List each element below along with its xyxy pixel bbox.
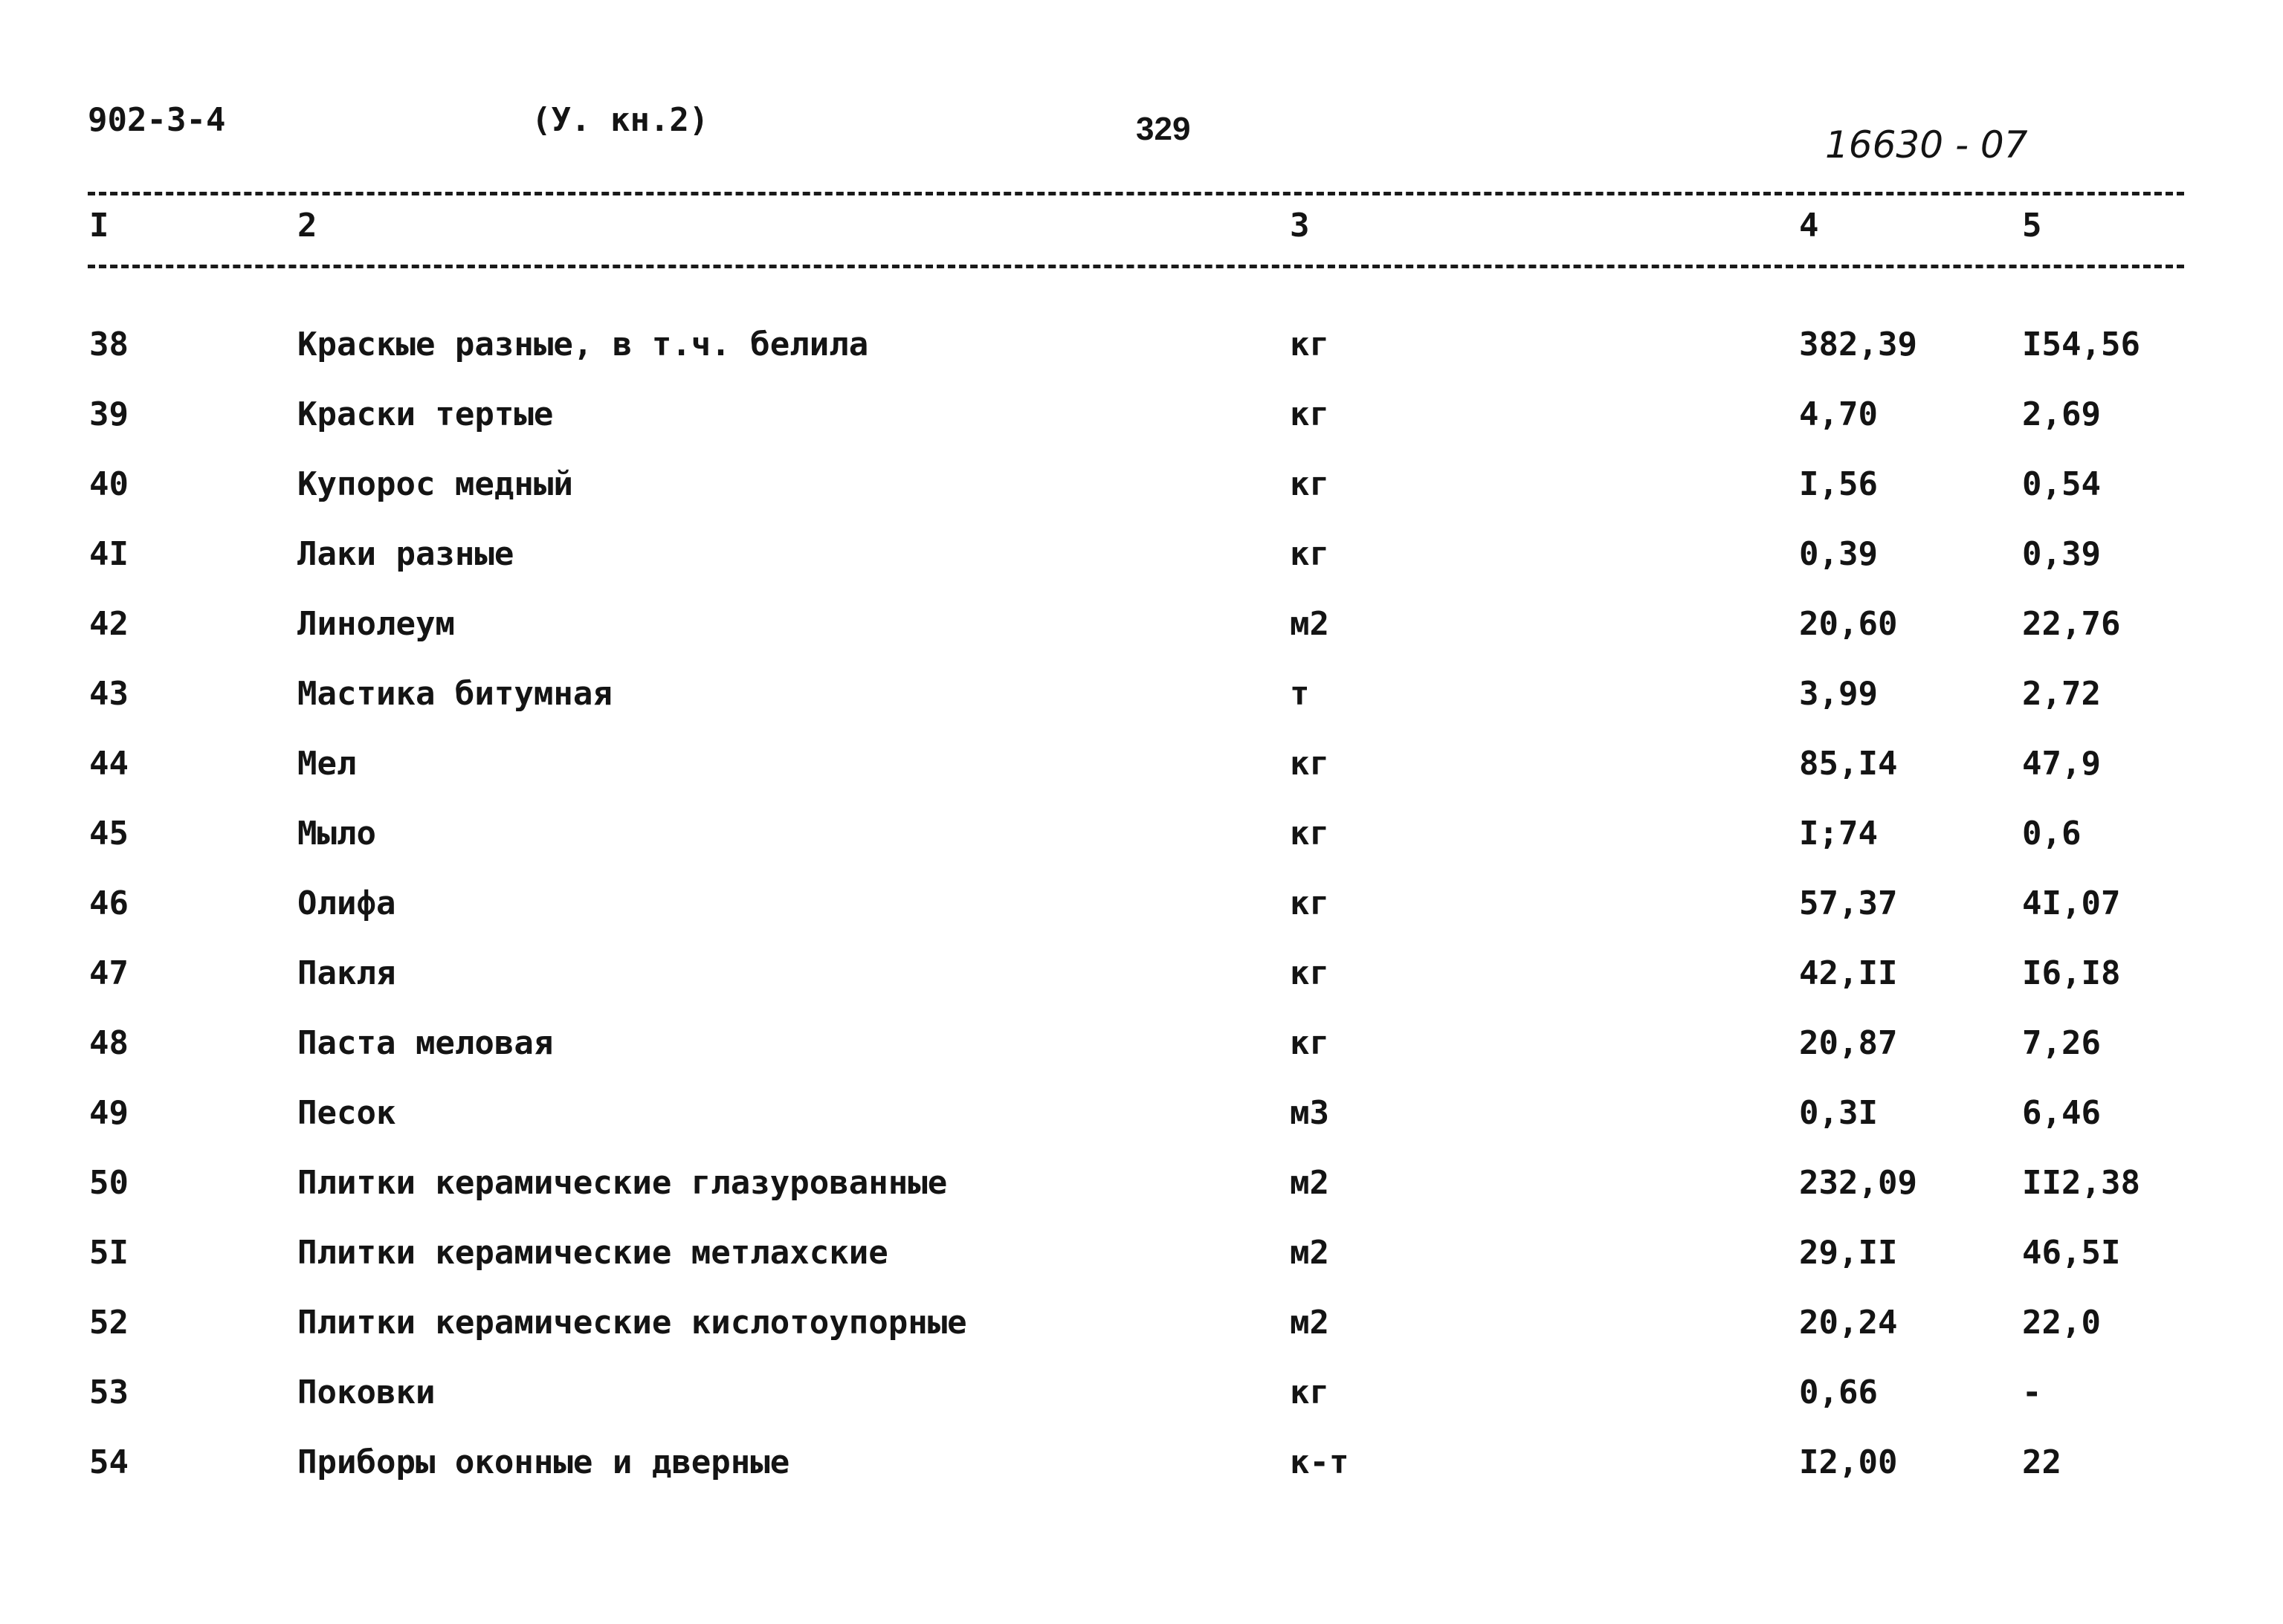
value-col-5: II2,38 — [2022, 1164, 2140, 1202]
unit: кг — [1290, 745, 1329, 783]
table-row — [0, 954, 2283, 1026]
table-row — [0, 815, 2283, 886]
table-row — [0, 1234, 2283, 1305]
page-number: 329 — [1136, 111, 1191, 147]
column-header-5: 5 — [2022, 207, 2042, 245]
material-name: Поковки — [297, 1374, 436, 1411]
table-row — [0, 1304, 2283, 1375]
table-row — [0, 395, 2283, 467]
table-row — [0, 605, 2283, 676]
material-name: Пакля — [297, 954, 396, 992]
row-number: 53 — [89, 1374, 129, 1411]
unit: кг — [1290, 1024, 1329, 1062]
row-number: 42 — [89, 605, 129, 643]
table-row — [0, 465, 2283, 537]
value-col-5: 7,26 — [2022, 1024, 2101, 1062]
value-col-4: 85,I4 — [1799, 745, 1898, 783]
material-name: Купорос медный — [297, 465, 573, 503]
value-col-4: 232,09 — [1799, 1164, 1917, 1202]
row-number: 46 — [89, 884, 129, 922]
material-name: Плитки керамические метлахские — [297, 1234, 888, 1272]
value-col-4: 42,II — [1799, 954, 1898, 992]
value-col-4: 57,37 — [1799, 884, 1898, 922]
row-number: 52 — [89, 1304, 129, 1342]
table-row — [0, 745, 2283, 816]
material-name: Мел — [297, 745, 357, 783]
value-col-5: 0,39 — [2022, 535, 2101, 573]
row-number: 5I — [89, 1234, 129, 1272]
header-bottom-rule — [88, 265, 2184, 268]
value-col-4: 29,II — [1799, 1234, 1898, 1272]
table-row — [0, 1094, 2283, 1165]
value-col-4: I,56 — [1799, 465, 1878, 503]
unit: кг — [1290, 535, 1329, 573]
value-col-5: 47,9 — [2022, 745, 2101, 783]
table-row — [0, 1376, 2283, 1445]
value-col-4: 0,66 — [1799, 1374, 1878, 1411]
material-name: Лаки разные — [297, 535, 514, 573]
table-row — [0, 1164, 2283, 1235]
material-name: Олифа — [297, 884, 396, 922]
unit: т — [1290, 675, 1310, 713]
value-col-5: 22 — [2022, 1443, 2061, 1481]
value-col-5: I54,56 — [2022, 326, 2140, 363]
value-col-4: 4,70 — [1799, 395, 1878, 433]
value-col-4: 382,39 — [1799, 326, 1917, 363]
value-col-5: 22,76 — [2022, 605, 2121, 643]
material-name: Мастика битумная — [297, 675, 613, 713]
unit: кг — [1290, 326, 1329, 363]
unit: кг — [1290, 465, 1329, 503]
value-col-4: 3,99 — [1799, 675, 1878, 713]
row-number: 45 — [89, 815, 129, 853]
row-number: 50 — [89, 1164, 129, 1202]
unit: м2 — [1290, 1234, 1329, 1272]
unit: м2 — [1290, 1304, 1329, 1342]
column-header-3: 3 — [1290, 207, 1310, 245]
material-name: Плитки керамические кислотоупорные — [297, 1304, 967, 1342]
handwritten-number: 16630 - 07 — [1825, 123, 2028, 166]
unit: кг — [1290, 954, 1329, 992]
unit: кг — [1290, 1374, 1329, 1411]
unit: кг — [1290, 815, 1329, 853]
value-col-4: 0,3I — [1799, 1094, 1878, 1132]
value-col-4: 20,24 — [1799, 1304, 1898, 1342]
material-name: Песок — [297, 1094, 396, 1132]
row-number: 48 — [89, 1024, 129, 1062]
material-name: Плитки керамические глазурованные — [297, 1164, 948, 1202]
table-row — [0, 535, 2283, 606]
value-col-5: 6,46 — [2022, 1094, 2101, 1132]
unit: м2 — [1290, 1164, 1329, 1202]
material-name: Мыло — [297, 815, 376, 853]
row-number: 49 — [89, 1094, 129, 1132]
doc-code: 902-3-4 — [88, 101, 226, 139]
material-name: Краски тертые — [297, 395, 554, 433]
row-number: 40 — [89, 465, 129, 503]
unit: м2 — [1290, 605, 1329, 643]
row-number: 54 — [89, 1443, 129, 1481]
value-col-5: 2,72 — [2022, 675, 2101, 713]
row-number: 38 — [89, 326, 129, 363]
header-top-rule — [88, 192, 2184, 195]
unit: к-т — [1290, 1443, 1349, 1481]
value-col-5: 46,5I — [2022, 1234, 2121, 1272]
value-col-4: 0,39 — [1799, 535, 1878, 573]
value-col-5: I6,I8 — [2022, 954, 2121, 992]
unit: кг — [1290, 884, 1329, 922]
value-col-4: 20,60 — [1799, 605, 1898, 643]
row-number: 44 — [89, 745, 129, 783]
value-col-4: I2,00 — [1799, 1443, 1898, 1481]
row-number: 43 — [89, 675, 129, 713]
material-name: Краскые разные, в т.ч. белила — [297, 326, 869, 363]
row-number: 47 — [89, 954, 129, 992]
table-row — [0, 884, 2283, 956]
unit: кг — [1290, 395, 1329, 433]
value-col-4: 20,87 — [1799, 1024, 1898, 1062]
material-name: Паста меловая — [297, 1024, 554, 1062]
table-row — [0, 1443, 2283, 1515]
unit: м3 — [1290, 1094, 1329, 1132]
value-col-5: 22,0 — [2022, 1304, 2101, 1342]
table-row — [0, 326, 2283, 397]
column-header-1: I — [89, 207, 109, 245]
value-col-5: 0,54 — [2022, 465, 2101, 503]
value-col-5: 2,69 — [2022, 395, 2101, 433]
column-header-4: 4 — [1799, 207, 1819, 245]
value-col-5: 0,6 — [2022, 815, 2082, 853]
row-number: 4I — [89, 535, 129, 573]
table-row — [0, 1024, 2283, 1096]
column-header-2: 2 — [297, 207, 317, 245]
table-row — [0, 675, 2283, 746]
value-col-4: I;74 — [1799, 815, 1878, 853]
value-col-5: 4I,07 — [2022, 884, 2121, 922]
value-col-5: - — [2022, 1374, 2042, 1411]
row-number: 39 — [89, 395, 129, 433]
material-name: Линолеум — [297, 605, 455, 643]
material-name: Приборы оконные и дверные — [297, 1443, 790, 1481]
volume-label: (У. кн.2) — [532, 101, 709, 139]
